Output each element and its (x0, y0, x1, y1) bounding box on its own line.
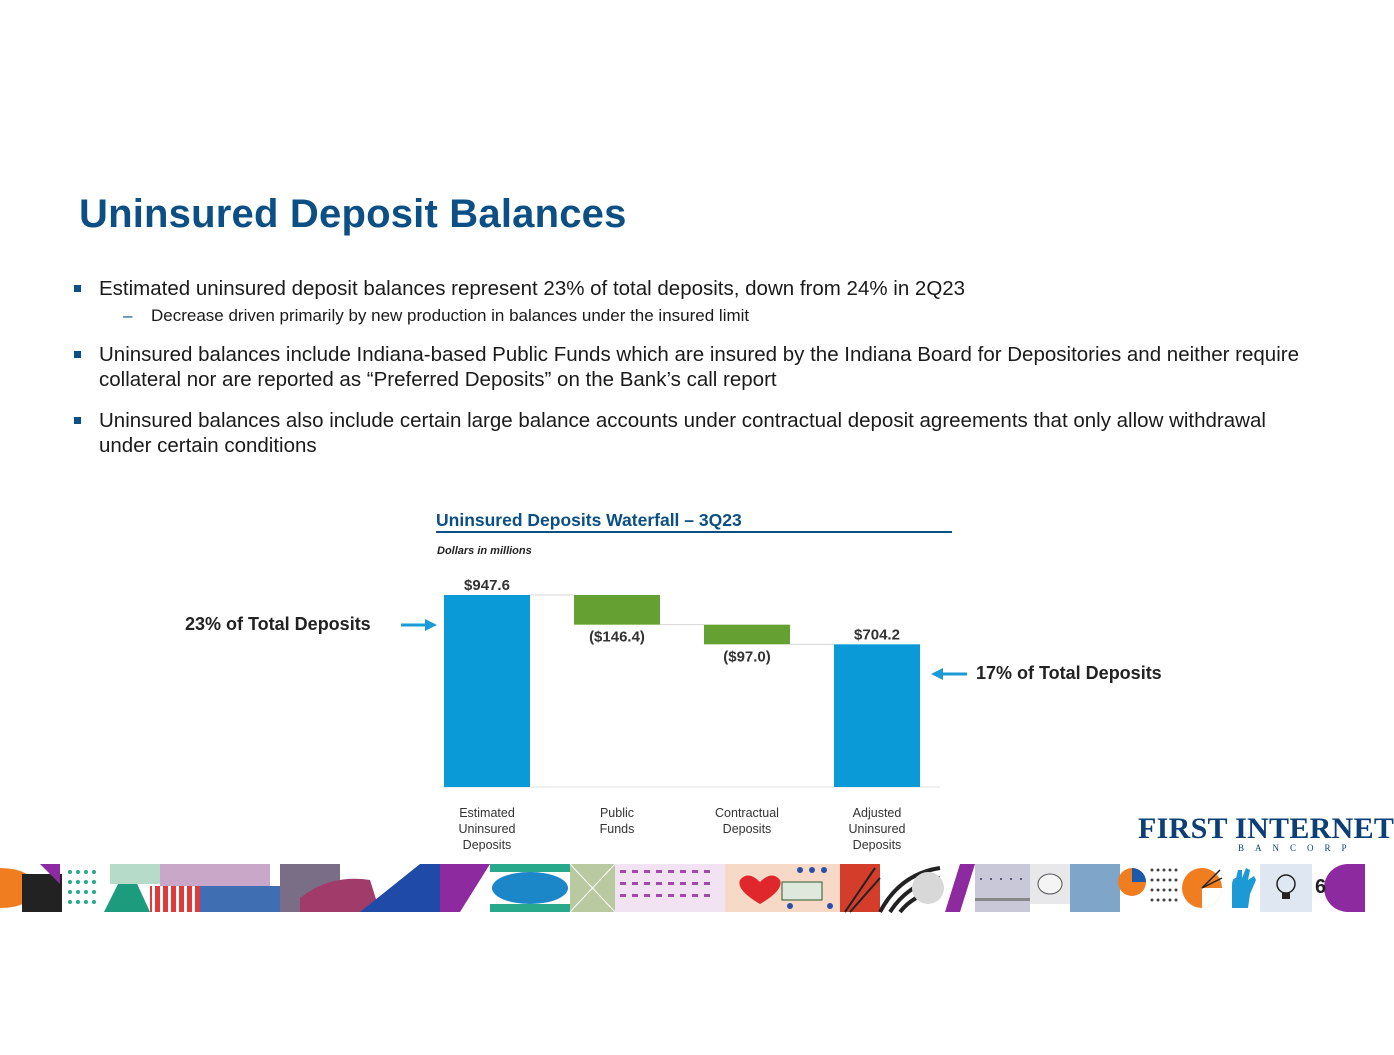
bullet-text: Estimated uninsured deposit balances represent 23% of total deposits, down from 24% in 2Q23 (99, 277, 966, 300)
bar-2 (574, 595, 660, 625)
category-label-2: Public Funds (599, 806, 635, 836)
bullet-item (72, 276, 1312, 328)
bullet-square-icon (74, 285, 81, 292)
bar-1 (444, 595, 530, 787)
company-logo (1138, 812, 1394, 858)
right-callout: 17% of Total Deposits (976, 663, 1162, 683)
bullet-item (72, 342, 1312, 392)
bullet-list (72, 276, 1312, 458)
page-title: Uninsured Deposit Balances (79, 192, 627, 236)
arrow-right-icon (399, 617, 439, 633)
sub-bullet (99, 304, 1312, 328)
bullet-text: Uninsured balances also include certain large balance accounts under contractual deposit agreements that only allow withdrawal under certain conditions (99, 409, 1266, 457)
data-label-4: $704.2 (854, 626, 900, 644)
chart-title-rule (436, 531, 952, 533)
logo-wordmark: FIRST INTERNET (1138, 812, 1394, 845)
bar-3 (704, 625, 790, 645)
bullet-text: Uninsured balances include Indiana-based Public Funds which are insured by the Indiana Board for Depositories and neither require collateral nor are reported as “Preferred Deposits” on the Bank’s call report (99, 343, 1299, 391)
bullet-square-icon (74, 417, 81, 424)
dash-icon: – (123, 306, 133, 325)
bullet-square-icon (74, 351, 81, 358)
left-callout: 23% of Total Deposits (185, 614, 371, 634)
waterfall-chart (420, 570, 960, 860)
data-label-2: ($146.4) (589, 628, 645, 646)
decorative-pattern-strip (0, 864, 1365, 912)
bullet-item (72, 408, 1312, 458)
data-label-3: ($97.0) (723, 648, 771, 666)
category-label-1: Estimated Uninsured Deposits (458, 806, 516, 852)
arrow-left-icon (929, 666, 969, 682)
page-number: 6 (1315, 876, 1327, 898)
data-label-1: $947.6 (464, 577, 510, 594)
category-label-4: Adjusted Uninsured Deposits (848, 806, 906, 852)
logo-subtext: BANCORP (1238, 843, 1358, 853)
chart-title: Uninsured Deposits Waterfall – 3Q23 (436, 510, 742, 530)
sub-bullet-text: Decrease driven primarily by new production in balances under the insured limit (151, 306, 750, 325)
bar-4 (834, 644, 920, 787)
category-label-3: Contractual Deposits (715, 806, 779, 836)
chart-subtitle: Dollars in millions (437, 545, 532, 557)
